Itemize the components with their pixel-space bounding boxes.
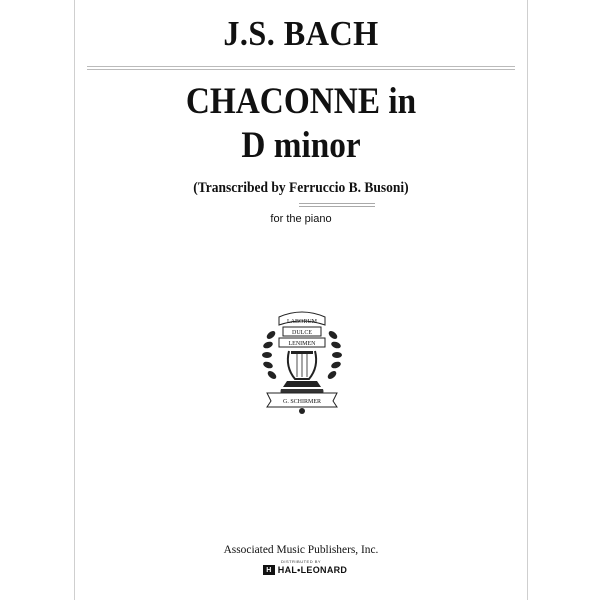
seal-word-3: LENIMEN bbox=[288, 341, 316, 347]
instrument-label: for the piano bbox=[270, 213, 332, 225]
hal-leonard-logo bbox=[255, 563, 355, 577]
title-line-2: D minor bbox=[241, 125, 361, 166]
seal-word-2: DULCE bbox=[292, 330, 312, 336]
distributor-name: HAL•LEONARD bbox=[277, 565, 348, 575]
hal-leonard-mark-icon: H bbox=[263, 565, 275, 575]
title-line-1: CHACONNE in bbox=[185, 81, 417, 122]
seal-ribbon: G. SCHIRMER bbox=[282, 399, 322, 405]
publisher-name: Associated Music Publishers, Inc. bbox=[223, 542, 379, 556]
distributed-by-label: DISTRIBUTED BY bbox=[280, 559, 322, 564]
score-cover bbox=[74, 0, 528, 600]
header-rule bbox=[87, 66, 515, 70]
schirmer-seal-logo bbox=[259, 305, 345, 415]
seal-word-1: LABORUM bbox=[286, 319, 318, 325]
transcription-credit: (Transcribed by Ferruccio B. Busoni) bbox=[193, 180, 409, 196]
subtitle-rule bbox=[299, 203, 375, 207]
composer-name: J.S. BACH bbox=[223, 14, 379, 53]
